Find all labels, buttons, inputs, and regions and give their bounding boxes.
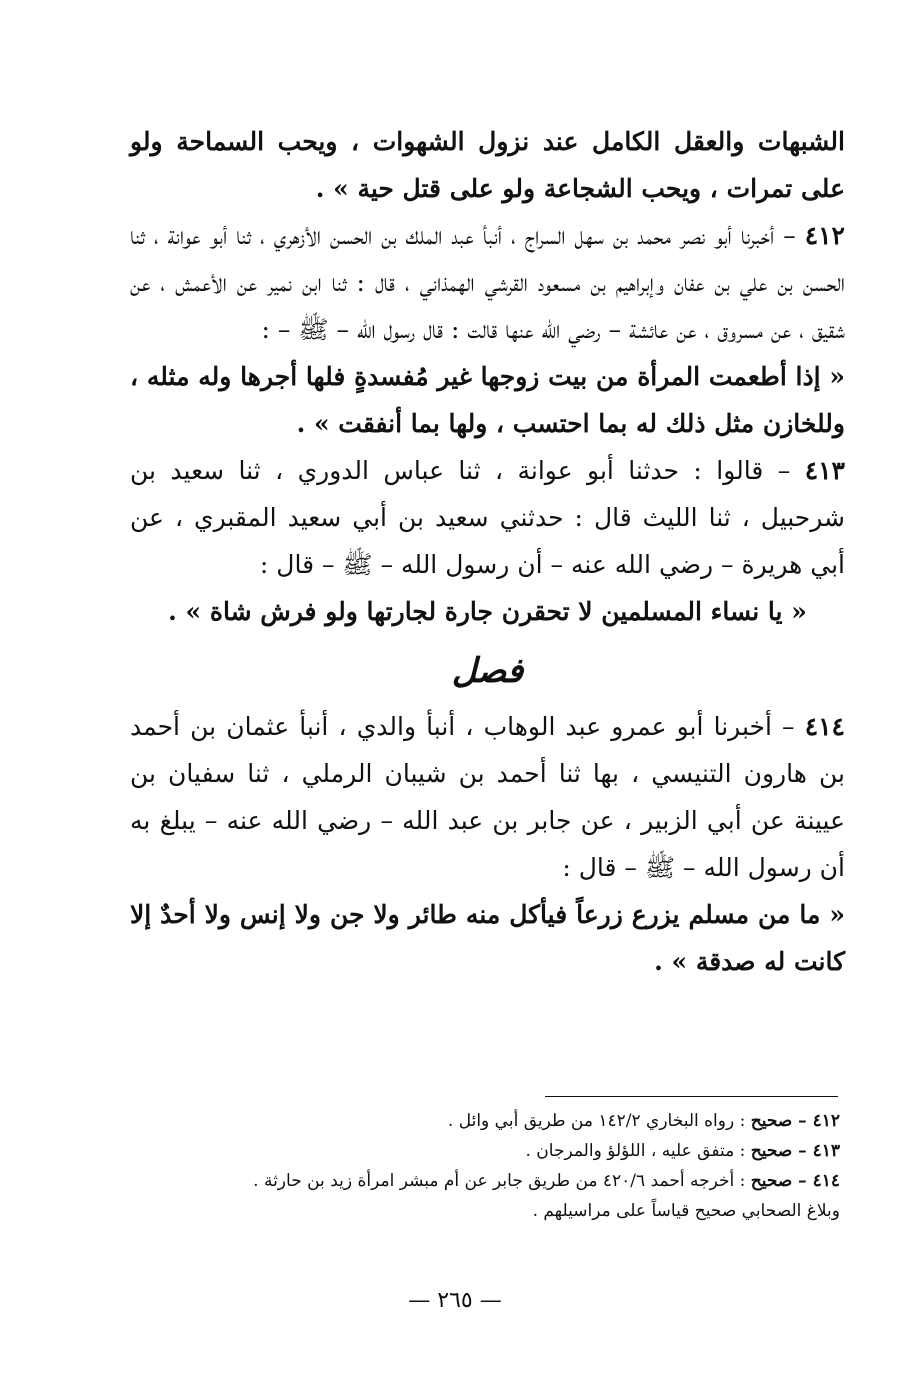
section-heading: فصل <box>451 651 524 691</box>
footnote-continuation: وبلاغ الصحابي صحيح قياساً على مراسيلهم . <box>532 1201 840 1221</box>
isnad-text-412: – أخبرنا أبو نصر محمد بن سهل السراج ، أنبأ عبد الملك بن الحسن الأزهري ، ثنا أبو عوانة ، ثنا الحسن بن علي بن عفان وإبراهيم بن مسعود القرشي الهمذاني ، قال : ثنا ابن نمير عن الأعمش ، عن شقيق ، عن مسروق ، عن عائشة – رضي الله عنها قالت : قال رسول الله – ﷺ – : <box>130 221 845 344</box>
continuation-text: الشبهات والعقل الكامل عند نزول الشهوات ، ويحب السماحة ولو على تمرات ، ويحب الشجاعة ولو على قتل حية » . <box>130 127 845 203</box>
page-body <box>130 118 845 985</box>
hadith-number-413: ٤١٣ <box>804 456 845 485</box>
hadith-412-isnad <box>130 212 845 353</box>
footnote-413 <box>90 1136 840 1166</box>
footnote-text: : رواه البخاري ١٤٢/٢ من طريق أبي وائل . <box>447 1111 751 1131</box>
footnote-text: : أخرجه أحمد ٤٢٠/٦ من طريق جابر عن أم مبشر امرأة زيد بن حارثة . <box>253 1171 751 1191</box>
footnote-grade: – صحيح <box>750 1171 813 1191</box>
isnad-text-414: – أخبرنا أبو عمرو عبد الوهاب ، أنبأ والدي ، أنبأ عثمان بن أحمد بن هارون التنيسي ، بها ثنا أحمد بن شيبان الرملي ، ثنا سفيان بن عيينة عن أبي الزبير ، عن جابر بن عبد الله – رضي الله عنه – يبلغ به أن رسول الله – ﷺ – قال : <box>130 712 845 882</box>
footnote-412 <box>90 1106 840 1136</box>
footnotes <box>90 1106 840 1226</box>
footnote-text: : متفق عليه ، اللؤلؤ والمرجان . <box>525 1141 751 1161</box>
isnad-text-413: – قالوا : حدثنا أبو عوانة ، ثنا عباس الدوري ، ثنا سعيد بن شرحبيل ، ثنا الليث قال : حدثني سعيد بن أبي سعيد المقبري ، عن أبي هريرة – رضي الله عنه – أن رسول الله – ﷺ – قال : <box>130 456 845 579</box>
hadith-414-isnad <box>130 703 845 891</box>
footnote-number: ٤١٤ <box>812 1171 840 1191</box>
footnote-divider <box>545 1096 838 1097</box>
hadith-413-isnad <box>130 447 845 588</box>
hadith-414-matn: « ما من مسلم يزرع زرعاً فيأكل منه طائر ولا جن ولا إنس ولا أحدٌ إلا كانت له صدقة » . <box>130 900 845 976</box>
footnote-414 <box>90 1166 840 1196</box>
hadith-number-412: ٤١٢ <box>804 221 845 250</box>
footnote-grade: – صحيح <box>750 1141 813 1161</box>
hadith-413-matn: « يا نساء المسلمين لا تحقرن جارة لجارتها ولو فرش شاة » . <box>168 597 807 626</box>
footnote-number: ٤١٢ <box>812 1111 840 1131</box>
page-number: — ٢٦٥ — <box>408 1288 502 1313</box>
footnote-number: ٤١٣ <box>812 1141 840 1161</box>
hadith-number-414: ٤١٤ <box>804 712 845 741</box>
footnote-grade: – صحيح <box>750 1111 813 1131</box>
hadith-412-matn: « إذا أطعمت المرأة من بيت زوجها غير مُفسدةٍ فلها أجرها وله مثله ، وللخازن مثل ذلك له بما احتسب ، ولها بما أنفقت » . <box>130 362 845 438</box>
